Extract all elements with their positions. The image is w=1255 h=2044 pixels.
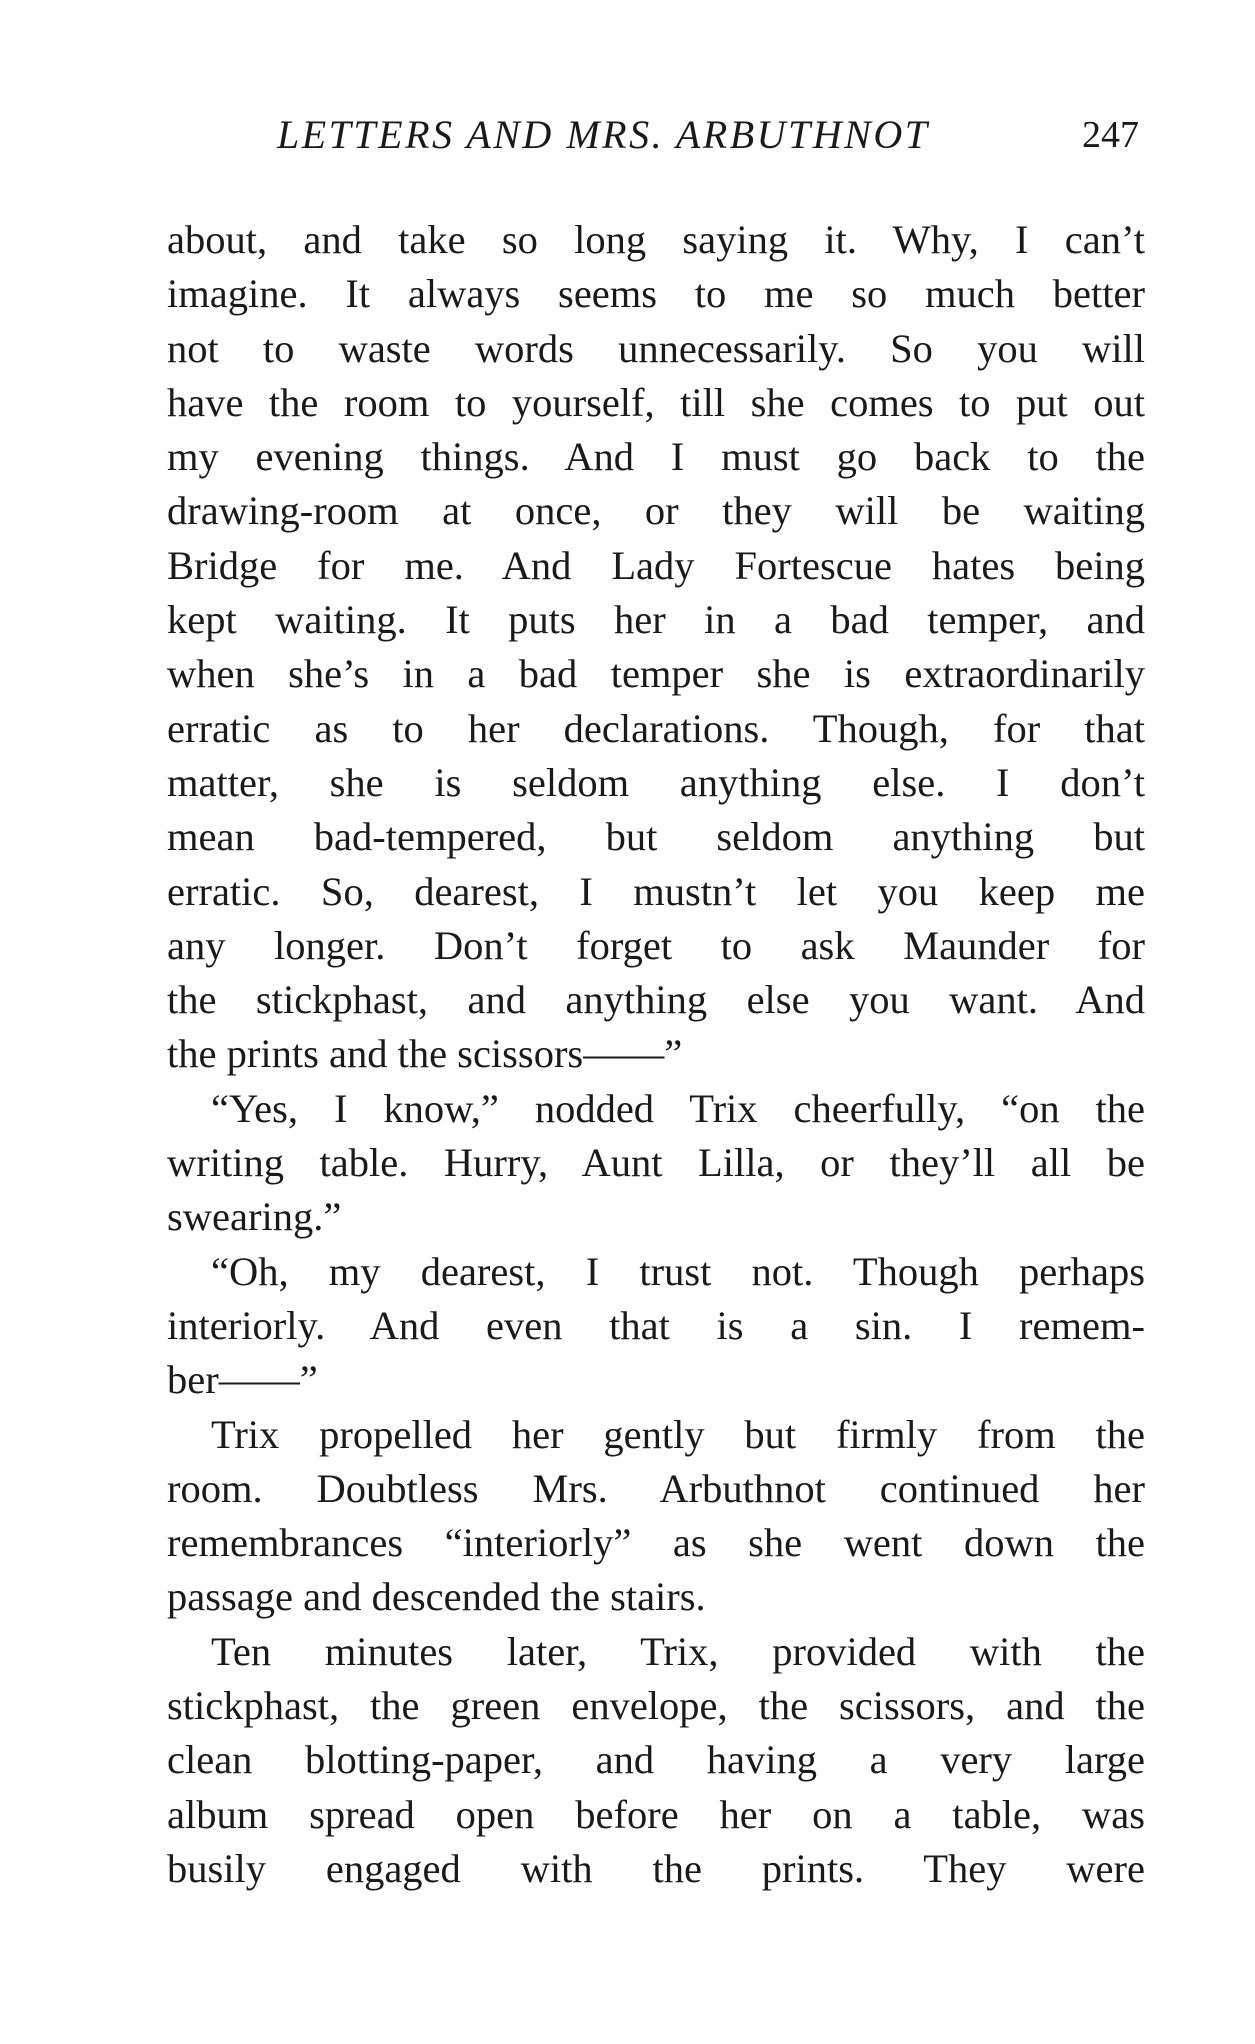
text-line: “Yes, I know,” nodded Trix cheerfully, “on the: [211, 1085, 1145, 1131]
text-line: clean blotting-paper, and having a very large: [167, 1737, 1145, 1783]
text-line: writing table. Hurry, Aunt Lilla, or they’ll all be: [167, 1140, 1145, 1186]
text-line: “Oh, my dearest, I trust not. Though perhaps: [211, 1248, 1145, 1294]
text-line: busily engaged with the prints. They were: [167, 1845, 1145, 1891]
book-page: [167, 105, 1145, 1896]
text-line: imagine. It always seems to me so much better: [167, 271, 1145, 317]
text-line: drawing-room at once, or they will be waiting: [167, 488, 1145, 534]
text-line: mean bad-tempered, but seldom anything but: [167, 814, 1145, 860]
text-line: kept waiting. It puts her in a bad temper, and: [167, 597, 1145, 643]
text-line: Ten minutes later, Trix, provided with the: [211, 1628, 1145, 1674]
text-line: interiorly. And even that is a sin. I remem-: [167, 1302, 1145, 1348]
paragraph: [167, 1408, 1145, 1625]
text-line: when she’s in a bad temper she is extraordinarily: [167, 651, 1145, 697]
page-number: 247: [1082, 114, 1139, 156]
text-line: Bridge for me. And Lady Fortescue hates being: [167, 542, 1145, 588]
text-line: erratic as to her declarations. Though, for that: [167, 705, 1145, 751]
text-line: the prints and the scissors——”: [167, 1031, 683, 1077]
text-line: not to waste words unnecessarily. So you will: [167, 325, 1145, 371]
paragraph: [167, 1625, 1145, 1896]
text-line: matter, she is seldom anything else. I don’t: [167, 759, 1145, 805]
text-line: the stickphast, and anything else you want. And: [167, 977, 1145, 1023]
text-line: ber——”: [167, 1357, 318, 1403]
text-line: stickphast, the green envelope, the scissors, and the: [167, 1683, 1145, 1729]
text-line: about, and take so long saying it. Why, I can’t: [167, 217, 1145, 262]
text-line: have the room to yourself, till she comes to put out: [167, 379, 1145, 425]
running-title: LETTERS AND MRS. ARBUTHNOT: [277, 112, 930, 157]
text-line: swearing.”: [167, 1194, 342, 1240]
text-line: remembrances “interiorly” as she went down the: [167, 1520, 1145, 1566]
running-head: [167, 105, 1145, 165]
paragraph: [167, 213, 1145, 1082]
paragraph: [167, 1245, 1145, 1408]
text-line: album spread open before her on a table, was: [167, 1791, 1145, 1837]
text-line: erratic. So, dearest, I mustn’t let you keep me: [167, 868, 1145, 914]
paragraph: [167, 1082, 1145, 1245]
text-line: any longer. Don’t forget to ask Maunder for: [167, 922, 1145, 968]
text-line: my evening things. And I must go back to the: [167, 434, 1145, 480]
text-line: Trix propelled her gently but firmly from the: [211, 1411, 1145, 1457]
text-line: passage and descended the stairs.: [167, 1574, 706, 1620]
body-text: [167, 213, 1145, 1896]
text-line: room. Doubtless Mrs. Arbuthnot continued her: [167, 1465, 1145, 1511]
